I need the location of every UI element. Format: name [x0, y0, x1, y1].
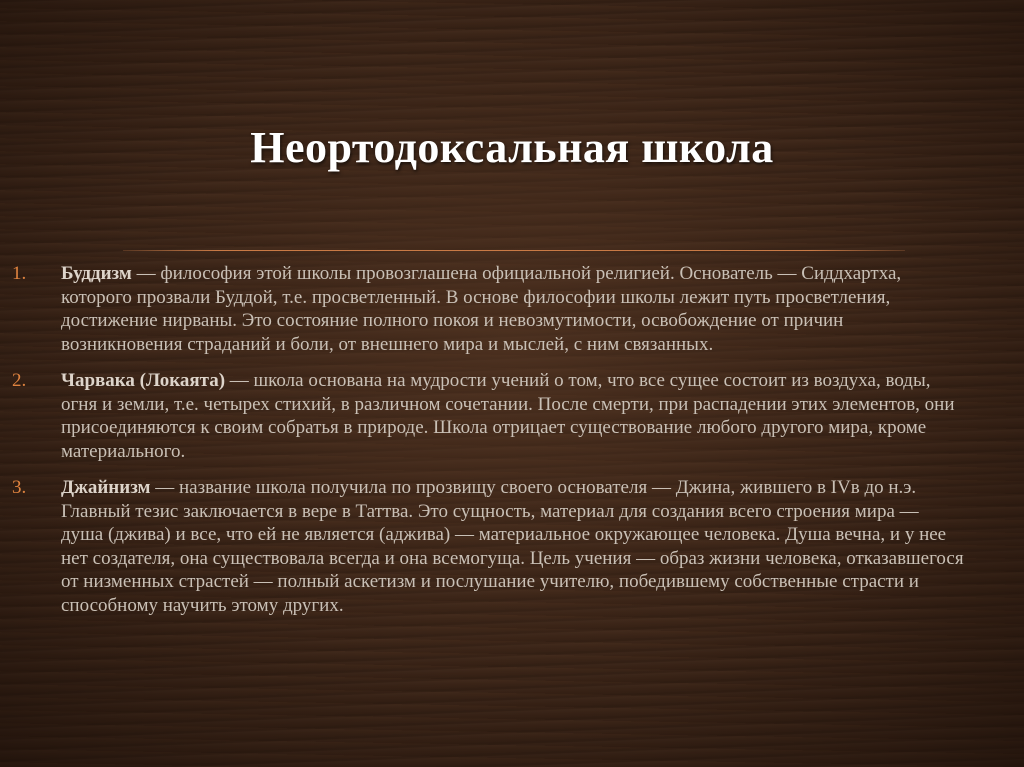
list-item-buddhism — [0, 262, 1024, 356]
list-item-term: Джайнизм — [61, 477, 151, 498]
list-item-text: — философия этой школы провозглашена официальной религией. Основатель — Сиддхартха, которого прозвали Буддой, т.е. просветленный. В основе философии школы лежит путь просветления, достижение нирваны. Это состояние полного покоя и невозмутимости, освобождение от причин возникновения страданий и боли, от внешнего мира и мыслей, с ним связанных. — [61, 263, 902, 355]
title-divider — [123, 250, 905, 251]
list-item-term: Буддизм — [61, 263, 132, 284]
list-item-number: 2. — [12, 370, 27, 391]
list-item-text: — школа основана на мудрости учений о том, что все сущее состоит из воздуха, воды, огня и земли, т.е. четырех стихий, в различном сочетании. После смерти, при распадении этих элементов, они присоединяются к своим собратья в природе. Школа отрицает существование любого другого мира, кроме материального. — [61, 370, 955, 462]
slide-title: Неортодоксальная школа — [250, 123, 774, 172]
list-item-number: 1. — [12, 263, 27, 284]
numbered-list — [0, 262, 1024, 630]
list-item-jainism — [0, 476, 1024, 617]
list-item-term: Чарвака (Локаята) — [61, 370, 226, 391]
list-item-number: 3. — [12, 477, 27, 498]
list-item-charvaka — [0, 369, 1024, 463]
list-item-text: — название школа получила по прозвищу своего основателя — Джина, жившего в IVв до н.э. Главный тезис заключается в вере в Таттва. Это сущность, материал для создания всего строения мира — душа (джива) и все, что ей не является (аджива) — материальное окружающее человека. Душа вечна, и у нее нет создателя, она существовала всегда и она всемогуща. Цель учения — образ жизни человека, отказавшегося от низменных страстей — полный аскетизм и послушание учителю, победившему собственные страсти и способному научить этому других. — [61, 477, 964, 616]
